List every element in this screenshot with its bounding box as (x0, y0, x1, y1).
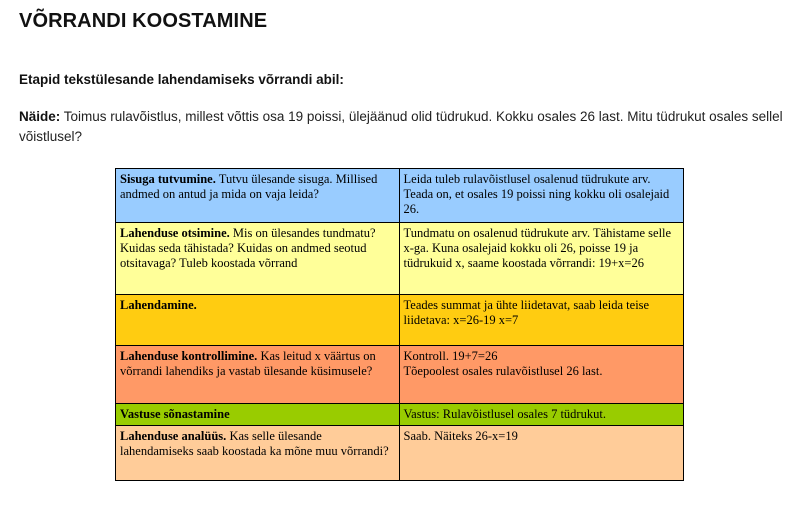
table-row (116, 169, 684, 223)
step-title: Sisuga tutvumine. (120, 172, 216, 186)
table-row (116, 295, 684, 346)
example-label: Näide: (19, 109, 61, 124)
step-description: Tutvu ülesande sisuga. Millised andmed on antud ja mida on vaja leida? (120, 172, 378, 202)
step-title: Lahenduse analüüs. (120, 429, 227, 443)
step-cell (116, 426, 400, 481)
step-cell (116, 169, 400, 223)
example-cell (399, 346, 683, 404)
step-cell (116, 223, 400, 295)
step-title: Lahenduse kontrollimine. (120, 349, 258, 363)
example-cell: Saab. Näiteks 26-x=19 (399, 426, 683, 481)
step-title: Lahenduse otsimine. (120, 226, 230, 240)
example-cell: Vastus: Rulavõistlusel osales 7 tüdrukut. (399, 404, 683, 426)
section-subtitle: Etapid tekstülesande lahendamiseks võrrandi abil: (19, 72, 344, 87)
step-description: Mis on ülesandes tundmatu? Kuidas seda tähistada? Kuidas on andmed seotud otsitavaga? Tuleb koostada võrrand (120, 226, 376, 271)
table-row (116, 426, 684, 481)
steps-table (115, 168, 684, 481)
step-description: Kas leitud x väärtus on võrrandi lahendiks ja vastab ülesande küsimusele? (120, 349, 376, 379)
step-cell (116, 346, 400, 404)
table-row (116, 404, 684, 426)
step-title: Vastuse sõnastamine (120, 407, 230, 421)
step-cell (116, 295, 400, 346)
example-cell: Leida tuleb rulavõistlusel osalenud tüdrukute arv. Teada on, et osales 19 poissi ning kokku oli osalejaid 26. (399, 169, 683, 223)
example-line: Kontroll. 19+7=26 (403, 349, 498, 363)
example-paragraph (19, 107, 784, 147)
step-title: Lahendamine. (120, 298, 197, 312)
example-cell: Teades summat ja ühte liidetavat, saab leida teise liidetava: x=26-19 x=7 (399, 295, 683, 346)
table-row (116, 223, 684, 295)
example-line: Tõepoolest osales rulavõistlusel 26 last. (403, 364, 603, 379)
table-row (116, 346, 684, 404)
page-title: VÕRRANDI KOOSTAMINE (19, 10, 268, 32)
example-text: Toimus rulavõistlus, millest võttis osa 19 poissi, ülejäänud olid tüdrukud. Kokku osales 26 last. Mitu tüdrukut osales sellel võistlusel? (19, 109, 783, 144)
step-description: Kas selle ülesande lahendamiseks saab koostada ka mõne muu võrrandi? (120, 429, 389, 459)
example-cell: Tundmatu on osalenud tüdrukute arv. Tähistame selle x-ga. Kuna osalejaid kokku oli 26, poisse 19 ja tüdrukuid x, saame koostada võrrandi: 19+x=26 (399, 223, 683, 295)
step-cell (116, 404, 400, 426)
